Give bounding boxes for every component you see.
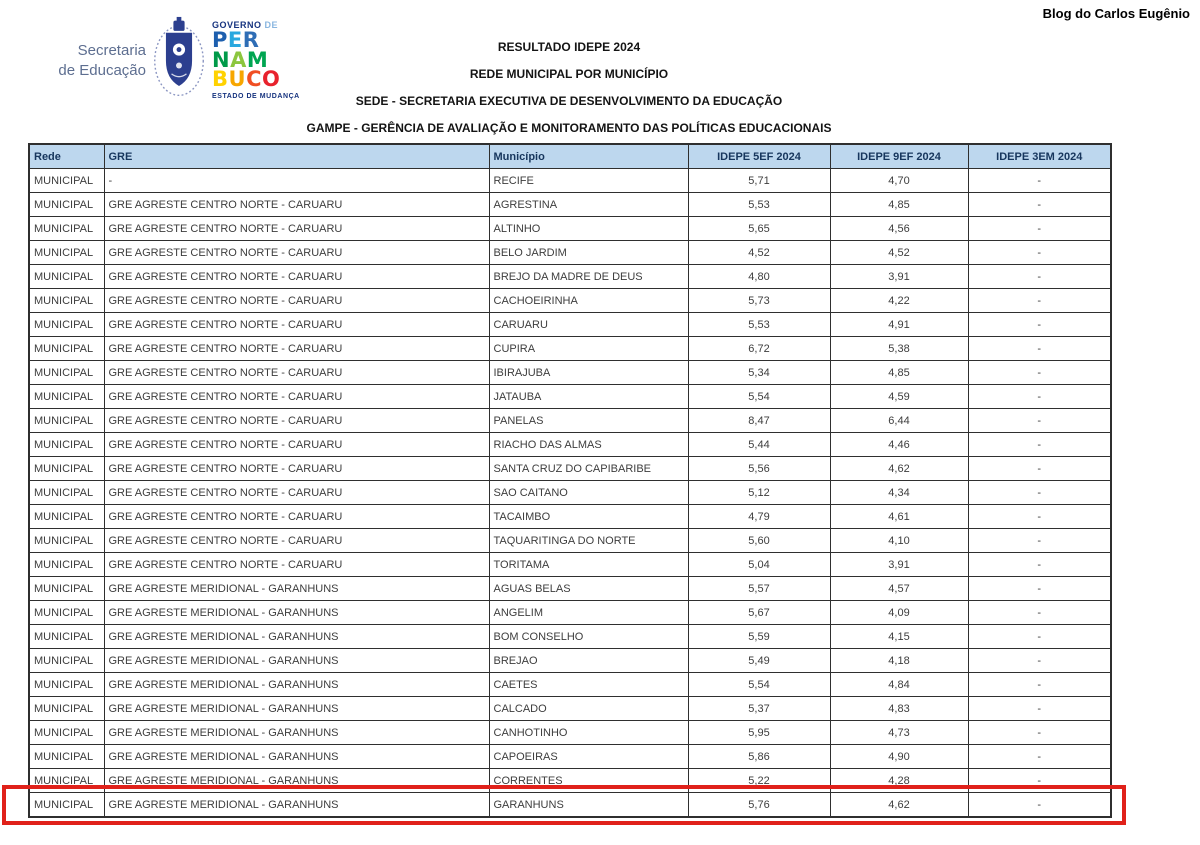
cell-municipio: JATAUBA [489,385,688,409]
cell-idepe9: 4,91 [830,313,968,337]
cell-rede: MUNICIPAL [29,385,104,409]
cell-idepe5: 6,72 [688,337,830,361]
table-row [29,217,1111,241]
cell-gre: GRE AGRESTE CENTRO NORTE - CARUARU [104,337,489,361]
cell-idepe9: 4,10 [830,529,968,553]
cell-gre: GRE AGRESTE MERIDIONAL - GARANHUNS [104,769,489,793]
cell-municipio: TORITAMA [489,553,688,577]
cell-idepe9: 4,85 [830,193,968,217]
col-header-rede: Rede [29,144,104,169]
cell-idepe9: 4,73 [830,721,968,745]
cell-idepe5: 5,86 [688,745,830,769]
cell-idepe3: - [968,289,1111,313]
table-row [29,193,1111,217]
table-header-row [29,144,1111,169]
cell-rede: MUNICIPAL [29,553,104,577]
cell-municipio: CORRENTES [489,769,688,793]
cell-idepe3: - [968,505,1111,529]
cell-idepe9: 4,18 [830,649,968,673]
cell-idepe5: 5,53 [688,193,830,217]
cell-idepe5: 5,73 [688,289,830,313]
cell-idepe3: - [968,409,1111,433]
cell-idepe9: 4,59 [830,385,968,409]
governo-de-label: GOVERNO DE [212,20,279,31]
document-titles [28,34,1110,142]
cell-idepe5: 5,71 [688,169,830,193]
cell-idepe9: 4,84 [830,673,968,697]
cell-idepe3: - [968,769,1111,793]
cell-gre: GRE AGRESTE CENTRO NORTE - CARUARU [104,481,489,505]
cell-idepe9: 4,34 [830,481,968,505]
cell-rede: MUNICIPAL [29,289,104,313]
cell-rede: MUNICIPAL [29,337,104,361]
cell-idepe3: - [968,457,1111,481]
cell-idepe5: 4,79 [688,505,830,529]
cell-rede: MUNICIPAL [29,625,104,649]
cell-gre: GRE AGRESTE MERIDIONAL - GARANHUNS [104,745,489,769]
cell-idepe3: - [968,577,1111,601]
cell-rede: MUNICIPAL [29,769,104,793]
title-gampe: GAMPE - GERÊNCIA DE AVALIAÇÃO E MONITORAMENTO DAS POLÍTICAS EDUCACIONAIS [306,121,832,135]
cell-idepe3: - [968,313,1111,337]
cell-gre: GRE AGRESTE MERIDIONAL - GARANHUNS [104,577,489,601]
cell-gre: GRE AGRESTE MERIDIONAL - GARANHUNS [104,721,489,745]
cell-municipio: TACAIMBO [489,505,688,529]
cell-idepe3: - [968,169,1111,193]
table-row [29,289,1111,313]
cell-rede: MUNICIPAL [29,361,104,385]
cell-municipio: IBIRAJUBA [489,361,688,385]
cell-rede: MUNICIPAL [29,169,104,193]
table-row [29,433,1111,457]
cell-idepe3: - [968,385,1111,409]
cell-gre: GRE AGRESTE CENTRO NORTE - CARUARU [104,529,489,553]
cell-idepe9: 4,62 [830,457,968,481]
cell-rede: MUNICIPAL [29,241,104,265]
title-rede-municipal: REDE MUNICIPAL POR MUNICÍPIO [469,67,669,81]
table-row [29,241,1111,265]
cell-idepe5: 5,57 [688,577,830,601]
cell-idepe5: 5,44 [688,433,830,457]
wordmark-line: BUCO [212,67,281,92]
table-row [29,265,1111,289]
cell-idepe5: 5,22 [688,769,830,793]
cell-gre: GRE AGRESTE CENTRO NORTE - CARUARU [104,265,489,289]
cell-municipio: BREJAO [489,649,688,673]
table-row [29,577,1111,601]
cell-idepe5: 5,60 [688,529,830,553]
cell-municipio: TAQUARITINGA DO NORTE [489,529,688,553]
cell-idepe3: - [968,193,1111,217]
cell-idepe9: 4,85 [830,361,968,385]
cell-municipio: CARUARU [489,313,688,337]
table-row [29,337,1111,361]
cell-idepe9: 3,91 [830,553,968,577]
cell-gre: GRE AGRESTE MERIDIONAL - GARANHUNS [104,649,489,673]
cell-idepe3: - [968,793,1111,818]
cell-idepe3: - [968,649,1111,673]
idepe-results-table [28,143,1112,818]
cell-municipio: CUPIRA [489,337,688,361]
cell-rede: MUNICIPAL [29,481,104,505]
table-row [29,409,1111,433]
cell-gre: GRE AGRESTE CENTRO NORTE - CARUARU [104,385,489,409]
cell-gre: GRE AGRESTE CENTRO NORTE - CARUARU [104,409,489,433]
cell-rede: MUNICIPAL [29,193,104,217]
cell-idepe5: 5,12 [688,481,830,505]
cell-idepe5: 5,59 [688,625,830,649]
cell-municipio: CALCADO [489,697,688,721]
cell-idepe3: - [968,241,1111,265]
table-row [29,457,1111,481]
cell-idepe9: 4,70 [830,169,968,193]
cell-municipio: BREJO DA MADRE DE DEUS [489,265,688,289]
cell-municipio: BELO JARDIM [489,241,688,265]
table-row [29,385,1111,409]
cell-gre: GRE AGRESTE CENTRO NORTE - CARUARU [104,553,489,577]
table-row [29,793,1111,818]
col-header-idepe3: IDEPE 3EM 2024 [968,144,1111,169]
cell-idepe5: 5,34 [688,361,830,385]
col-header-municipio: Município [489,144,688,169]
cell-idepe9: 3,91 [830,265,968,289]
cell-rede: MUNICIPAL [29,433,104,457]
cell-idepe9: 4,61 [830,505,968,529]
cell-rede: MUNICIPAL [29,577,104,601]
cell-gre: GRE AGRESTE CENTRO NORTE - CARUARU [104,505,489,529]
cell-rede: MUNICIPAL [29,217,104,241]
cell-idepe9: 5,38 [830,337,968,361]
cell-rede: MUNICIPAL [29,649,104,673]
cell-idepe5: 5,65 [688,217,830,241]
watermark-blog-credit: Blog do Carlos Eugênio [1042,6,1190,21]
cell-municipio: ALTINHO [489,217,688,241]
cell-idepe9: 4,56 [830,217,968,241]
table-row [29,697,1111,721]
cell-municipio: SAO CAITANO [489,481,688,505]
cell-idepe9: 4,09 [830,601,968,625]
secretaria-line1: Secretaria [77,42,146,59]
title-resultado: RESULTADO IDEPE 2024 [497,40,641,54]
table-row [29,313,1111,337]
cell-idepe3: - [968,337,1111,361]
cell-municipio: SANTA CRUZ DO CAPIBARIBE [489,457,688,481]
cell-rede: MUNICIPAL [29,313,104,337]
cell-idepe3: - [968,217,1111,241]
cell-idepe5: 5,67 [688,601,830,625]
cell-idepe9: 4,90 [830,745,968,769]
cell-idepe5: 5,04 [688,553,830,577]
cell-municipio: CACHOEIRINHA [489,289,688,313]
cell-gre: GRE AGRESTE CENTRO NORTE - CARUARU [104,193,489,217]
cell-idepe3: - [968,721,1111,745]
table-row [29,361,1111,385]
cell-idepe3: - [968,529,1111,553]
cell-rede: MUNICIPAL [29,529,104,553]
table-row [29,649,1111,673]
cell-idepe9: 4,28 [830,769,968,793]
table-row [29,721,1111,745]
cell-idepe3: - [968,673,1111,697]
table-row [29,625,1111,649]
col-header-gre: GRE [104,144,489,169]
cell-idepe3: - [968,433,1111,457]
cell-municipio: PANELAS [489,409,688,433]
cell-municipio: CAPOEIRAS [489,745,688,769]
cell-idepe3: - [968,625,1111,649]
cell-idepe3: - [968,601,1111,625]
table-row [29,769,1111,793]
cell-idepe5: 5,54 [688,673,830,697]
cell-municipio: CAETES [489,673,688,697]
cell-municipio: RECIFE [489,169,688,193]
cell-gre: GRE AGRESTE CENTRO NORTE - CARUARU [104,313,489,337]
cell-municipio: GARANHUNS [489,793,688,818]
cell-idepe9: 4,15 [830,625,968,649]
wordmark-line: NAM [212,47,269,72]
cell-rede: MUNICIPAL [29,793,104,818]
col-header-idepe5: IDEPE 5EF 2024 [688,144,830,169]
cell-gre: GRE AGRESTE CENTRO NORTE - CARUARU [104,241,489,265]
cell-idepe9: 4,62 [830,793,968,818]
title-sede: SEDE - SECRETARIA EXECUTIVA DE DESENVOLVIMENTO DA EDUCAÇÃO [355,94,783,108]
cell-idepe5: 5,76 [688,793,830,818]
wordmark-line: PER [212,28,260,53]
table-row [29,601,1111,625]
cell-idepe3: - [968,553,1111,577]
table-row [29,553,1111,577]
cell-idepe3: - [968,361,1111,385]
cell-idepe5: 5,56 [688,457,830,481]
cell-idepe5: 5,54 [688,385,830,409]
cell-gre: GRE AGRESTE MERIDIONAL - GARANHUNS [104,697,489,721]
cell-idepe9: 4,83 [830,697,968,721]
cell-municipio: BOM CONSELHO [489,625,688,649]
table-row [29,745,1111,769]
cell-gre: GRE AGRESTE CENTRO NORTE - CARUARU [104,433,489,457]
cell-rede: MUNICIPAL [29,457,104,481]
cell-rede: MUNICIPAL [29,601,104,625]
cell-rede: MUNICIPAL [29,697,104,721]
cell-rede: MUNICIPAL [29,673,104,697]
cell-rede: MUNICIPAL [29,409,104,433]
cell-municipio: AGUAS BELAS [489,577,688,601]
cell-idepe5: 4,80 [688,265,830,289]
cell-gre: GRE AGRESTE MERIDIONAL - GARANHUNS [104,673,489,697]
cell-gre: GRE AGRESTE MERIDIONAL - GARANHUNS [104,625,489,649]
cell-gre: GRE AGRESTE CENTRO NORTE - CARUARU [104,361,489,385]
cell-rede: MUNICIPAL [29,745,104,769]
cell-rede: MUNICIPAL [29,721,104,745]
table-row [29,529,1111,553]
cell-idepe3: - [968,745,1111,769]
cell-municipio: ANGELIM [489,601,688,625]
cell-idepe9: 4,57 [830,577,968,601]
estado-de-mudanca-tagline: ESTADO DE MUDANÇA [212,92,300,100]
table-row [29,481,1111,505]
cell-municipio: CANHOTINHO [489,721,688,745]
cell-idepe3: - [968,265,1111,289]
cell-idepe3: - [968,481,1111,505]
table-row [29,673,1111,697]
cell-idepe9: 4,22 [830,289,968,313]
cell-idepe5: 5,49 [688,649,830,673]
table-row [29,505,1111,529]
cell-rede: MUNICIPAL [29,505,104,529]
cell-gre: - [104,169,489,193]
cell-idepe5: 8,47 [688,409,830,433]
cell-municipio: AGRESTINA [489,193,688,217]
cell-gre: GRE AGRESTE CENTRO NORTE - CARUARU [104,457,489,481]
cell-gre: GRE AGRESTE CENTRO NORTE - CARUARU [104,217,489,241]
cell-idepe9: 6,44 [830,409,968,433]
cell-idepe3: - [968,697,1111,721]
cell-idepe5: 5,95 [688,721,830,745]
cell-rede: MUNICIPAL [29,265,104,289]
cell-idepe5: 4,52 [688,241,830,265]
col-header-idepe9: IDEPE 9EF 2024 [830,144,968,169]
cell-idepe5: 5,37 [688,697,830,721]
cell-gre: GRE AGRESTE MERIDIONAL - GARANHUNS [104,601,489,625]
cell-idepe9: 4,52 [830,241,968,265]
secretaria-line2: de Educação [58,61,146,79]
cell-gre: GRE AGRESTE MERIDIONAL - GARANHUNS [104,793,489,818]
table-row [29,169,1111,193]
cell-idepe9: 4,46 [830,433,968,457]
cell-gre: GRE AGRESTE CENTRO NORTE - CARUARU [104,289,489,313]
cell-idepe5: 5,53 [688,313,830,337]
cell-municipio: RIACHO DAS ALMAS [489,433,688,457]
